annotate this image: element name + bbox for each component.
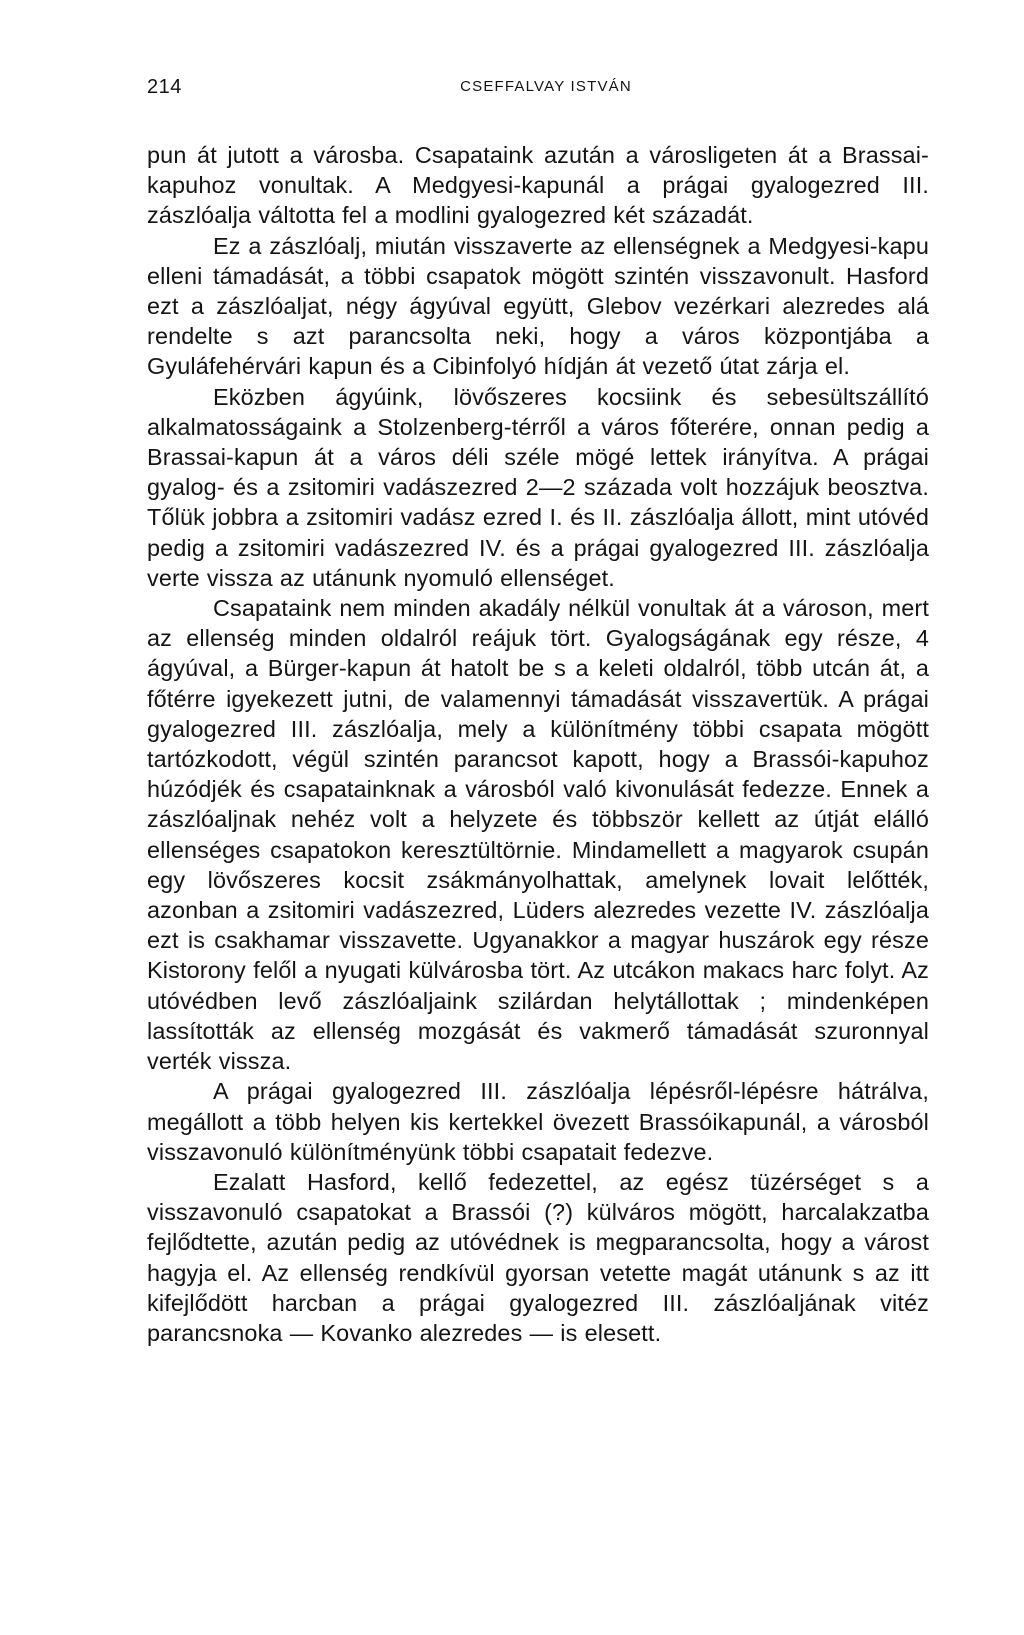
paragraph: Ez a zászlóalj, miután visszaverte az ellenségnek a Medgyesi-kapu elleni támadását, a többi csapatok mögött szintén visszavonult. Hasford ezt a zászlóaljat, négy ágyúval együtt, Glebov vezérkari alezredes alá rendelte s azt parancsolta neki, hogy a város központjába a Gyuláfehérvári kapun és a Cibinfolyó hídján át vezető útat zárja el. [147,232,929,380]
body-text [147,140,929,1348]
paragraph: Csapataink nem minden akadály nélkül vonultak át a városon, mert az ellenség minden oldalról reájuk tört. Gyalogságának egy része, 4 ágyúval, a Bürger-kapun át hatolt be s a keleti oldalról, több utcán át, a főtérre igyekezett jutni, de valamennyi támadását visszavertük. A prágai gyalogezred III. zászlóalja, mely a különítmény többi csapata mögött tartózkodott, végül szintén parancsot kapott, hogy a Brassói-kapuhoz húzódjék és csapatainknak a városból való kivonulását fedezze. Ennek a zászlóaljnak nehéz volt a helyzete és többször kellett az útját elálló ellenséges csapatokon keresztültörnie. Mindamellett a magyarok csupán egy lövőszeres kocsit zsákmányolhattak, amelynek lovait lelőtték, azonban a zsitomiri vadászezred, Lüders alezredes vezette IV. zászlóalja ezt is csakhamar visszavette. Ugyanakkor a magyar huszárok egy része Kistorony felől a nyugati külvárosba tört. Az utcákon makacs harc folyt. Az utóvédben levő zászlóaljaink szilárdan helytállottak ; mindenképen lassították az ellenség mozgását és vakmerő támadását szuronnyal verték vissza. [147,595,929,1075]
paragraph: Ezalatt Hasford, kellő fedezettel, az egész tüzérséget s a visszavonuló csapatokat a Brassói (?) külváros mögött, harcalakzatba fejlődtette, azután pedig az utóvédnek is megparancsolta, hogy a várost hagyja el. Az ellenség rendkívül gyorsan vetette magát utánunk s az itt kifejlődött harcban a prágai gyalogezred III. zászlóaljának vitéz parancsnoka — Kovanko alezredes — is elesett. [147,1168,929,1346]
running-title: CSEFFALVAY ISTVÁN [460,78,632,95]
paragraph: A prágai gyalogezred III. zászlóalja lépésről-lépésre hátrálva, megállott a több helyen kis kertekkel övezett Brassóikapunál, a városból visszavonuló különítményünk többi csapatait fedezve. [147,1078,929,1165]
page-number: 214 [147,76,182,98]
paragraph-continuation: pun át jutott a városba. Csapataink azután a városligeten át a Brassai-kapuhoz vonultak. A Medgyesi-kapunál a prágai gyalogezred III. zászlóalja váltotta fel a modlini gyalogezred két századát. [147,142,929,229]
paragraph: Eközben ágyúink, lövőszeres kocsiink és sebesültszállító alkalmatosságaink a Stolzenberg-térről a város főterére, onnan pedig a Brassai-kapun át a város déli széle mögé lettek irányítva. A prágai gyalog- és a zsitomiri vadászezred 2—2 százada volt hozzájuk beosztva. Tőlük jobbra a zsitomiri vadász ezred I. és II. zászlóalja állott, mint utóvéd pedig a zsitomiri vadászezred IV. és a prágai gyalogezred III. zászlóalja verte vissza az utánunk nyomuló ellenséget. [147,383,929,591]
running-header [147,76,929,100]
